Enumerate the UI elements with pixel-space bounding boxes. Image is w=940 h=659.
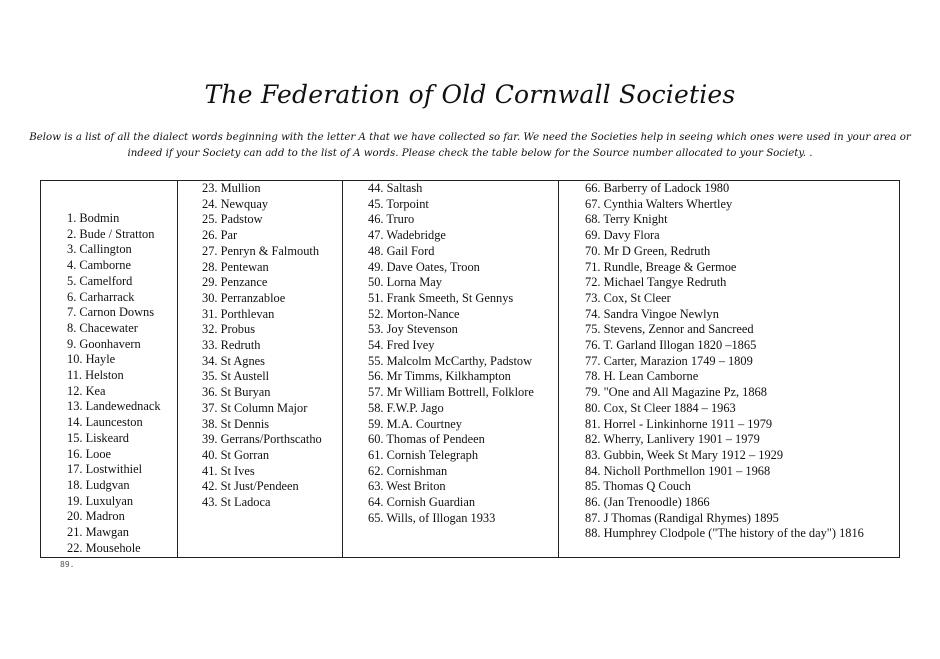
source-item: 68. Terry Knight bbox=[585, 212, 668, 227]
source-item: 52. Morton-Nance bbox=[368, 306, 460, 321]
source-item: 37. St Column Major bbox=[202, 400, 308, 415]
source-item: 45. Torpoint bbox=[368, 196, 429, 211]
source-item: 2. Bude / Stratton bbox=[67, 226, 155, 241]
source-item: 87. J Thomas (Randigal Rhymes) 1895 bbox=[585, 510, 779, 525]
source-item: 73. Cox, St Cleer bbox=[585, 290, 671, 305]
source-item: 17. Lostwithiel bbox=[67, 462, 143, 477]
page-title: The Federation of Old Cornwall Societies bbox=[204, 80, 736, 109]
intro-paragraph: Below is a list of all the dialect words beginning with the letter A that we have collected so far. We need the Societies help in seeing which ones were used in your area or indeed if your Society can add to the list of A words. Please check the table below for the Source number allocated to your Society. . bbox=[29, 132, 911, 159]
source-item: 53. Joy Stevenson bbox=[368, 322, 458, 337]
source-item: 88. Humphrey Clodpole ("The history of the day") 1816 bbox=[585, 526, 864, 541]
source-item: 61. Cornish Telegraph bbox=[368, 447, 479, 462]
source-item: 74. Sandra Vingoe Newlyn bbox=[585, 306, 719, 321]
source-item: 9. Goonhavern bbox=[67, 336, 141, 351]
source-item: 28. Pentewan bbox=[202, 259, 269, 274]
source-item: 46. Truro bbox=[368, 212, 415, 227]
source-item: 82. Wherry, Lanlivery 1901 – 1979 bbox=[585, 432, 760, 447]
source-item: 40. St Gorran bbox=[202, 447, 270, 462]
source-item: 85. Thomas Q Couch bbox=[585, 479, 691, 494]
source-item: 38. St Dennis bbox=[202, 416, 270, 431]
source-item: 59. M.A. Courtney bbox=[368, 416, 462, 431]
source-item: 84. Nicholl Porthmellon 1901 – 1968 bbox=[585, 463, 771, 478]
source-item: 49. Dave Oates, Troon bbox=[368, 259, 480, 274]
source-item: 66. Barberry of Ladock 1980 bbox=[585, 181, 730, 195]
source-item: 51. Frank Smeeth, St Gennys bbox=[368, 290, 514, 305]
source-item: 16. Looe bbox=[67, 446, 112, 461]
source-item: 10. Hayle bbox=[67, 352, 116, 367]
source-item: 60. Thomas of Pendeen bbox=[368, 432, 485, 447]
source-item: 27. Penryn & Falmouth bbox=[202, 243, 320, 258]
source-item: 41. St Ives bbox=[202, 463, 255, 478]
source-item: 65. Wills, of Illogan 1933 bbox=[368, 510, 496, 525]
source-item: 1. Bodmin bbox=[67, 211, 120, 225]
source-item: 76. T. Garland Illogan 1820 –1865 bbox=[585, 338, 757, 353]
source-item: 3. Callington bbox=[67, 242, 132, 257]
source-item: 32. Probus bbox=[202, 322, 256, 337]
column-3 bbox=[343, 181, 559, 557]
source-item: 43. St Ladoca bbox=[202, 495, 271, 510]
source-item: 86. (Jan Trenoodle) 1866 bbox=[585, 495, 710, 510]
source-item: 22. Mousehole bbox=[67, 540, 141, 555]
source-item: 5. Camelford bbox=[67, 273, 133, 288]
source-item: 34. St Agnes bbox=[202, 353, 265, 368]
source-item: 64. Cornish Guardian bbox=[368, 495, 476, 510]
source-item: 79. "One and All Magazine Pz, 1868 bbox=[585, 385, 767, 400]
source-item: 24. Newquay bbox=[202, 196, 269, 211]
source-item: 54. Fred Ivey bbox=[368, 338, 435, 353]
source-item: 63. West Briton bbox=[368, 479, 446, 494]
source-item: 23. Mullion bbox=[202, 181, 261, 195]
source-item: 20. Madron bbox=[67, 509, 125, 524]
column-list bbox=[585, 181, 901, 542]
source-item: 42. St Just/Pendeen bbox=[202, 479, 299, 494]
source-item: 55. Malcolm McCarthy, Padstow bbox=[368, 353, 533, 368]
source-item: 80. Cox, St Cleer 1884 – 1963 bbox=[585, 400, 736, 415]
source-item: 70. Mr D Green, Redruth bbox=[585, 243, 711, 258]
source-item: 56. Mr Timms, Kilkhampton bbox=[368, 369, 511, 384]
source-table bbox=[40, 180, 900, 558]
source-item: 33. Redruth bbox=[202, 338, 261, 353]
source-item: 57. Mr William Bottrell, Folklore bbox=[368, 385, 534, 400]
source-item: 26. Par bbox=[202, 228, 238, 243]
source-item: 75. Stevens, Zennor and Sancreed bbox=[585, 322, 754, 337]
source-item: 62. Cornishman bbox=[368, 463, 448, 478]
source-item: 12. Kea bbox=[67, 383, 106, 398]
source-item: 29. Penzance bbox=[202, 275, 268, 290]
source-item: 50. Lorna May bbox=[368, 275, 442, 290]
source-item: 4. Camborne bbox=[67, 258, 132, 273]
source-item: 6. Carharrack bbox=[67, 289, 135, 304]
source-item: 58. F.W.P. Jago bbox=[368, 400, 444, 415]
footer-number: 89. bbox=[60, 560, 75, 569]
source-item: 69. Davy Flora bbox=[585, 228, 660, 243]
column-1 bbox=[41, 181, 178, 557]
source-item: 36. St Buryan bbox=[202, 385, 271, 400]
source-item: 11. Helston bbox=[67, 368, 124, 383]
source-item: 8. Chacewater bbox=[67, 320, 138, 335]
column-4 bbox=[559, 181, 901, 557]
source-item: 71. Rundle, Breage & Germoe bbox=[585, 259, 737, 274]
source-item: 83. Gubbin, Week St Mary 1912 – 1929 bbox=[585, 447, 784, 462]
source-item: 7. Carnon Downs bbox=[67, 305, 155, 320]
source-item: 15. Liskeard bbox=[67, 430, 129, 445]
source-item: 35. St Austell bbox=[202, 369, 270, 384]
source-item: 47. Wadebridge bbox=[368, 228, 446, 243]
source-item: 81. Horrel - Linkinhorne 1911 – 1979 bbox=[585, 416, 773, 431]
source-item: 48. Gail Ford bbox=[368, 243, 435, 258]
column-list bbox=[202, 181, 342, 511]
source-item: 67. Cynthia Walters Whertley bbox=[585, 196, 733, 211]
source-item: 31. Porthlevan bbox=[202, 306, 275, 321]
source-item: 72. Michael Tangye Redruth bbox=[585, 275, 727, 290]
source-item: 14. Launceston bbox=[67, 415, 143, 430]
source-item: 39. Gerrans/Porthscatho bbox=[202, 432, 322, 447]
source-item: 25. Padstow bbox=[202, 212, 263, 227]
source-item: 19. Luxulyan bbox=[67, 493, 134, 508]
source-item: 13. Landewednack bbox=[67, 399, 161, 414]
source-item: 77. Carter, Marazion 1749 – 1809 bbox=[585, 353, 753, 368]
source-item: 18. Ludgvan bbox=[67, 477, 130, 492]
source-item: 44. Saltash bbox=[368, 181, 423, 195]
source-item: 21. Mawgan bbox=[67, 525, 129, 540]
source-item: 78. H. Lean Camborne bbox=[585, 369, 699, 384]
column-list bbox=[368, 181, 558, 526]
column-list bbox=[67, 211, 177, 556]
source-item: 30. Perranzabloe bbox=[202, 290, 286, 305]
column-2 bbox=[178, 181, 343, 557]
